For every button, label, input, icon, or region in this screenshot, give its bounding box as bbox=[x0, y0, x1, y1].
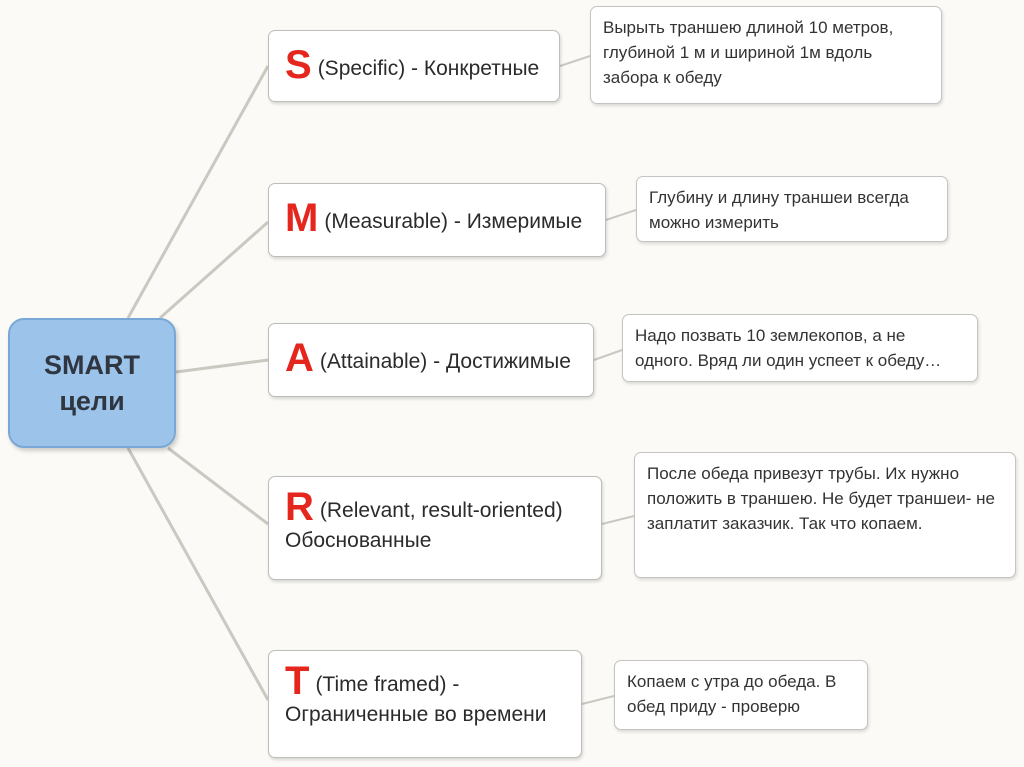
node-specific bbox=[268, 30, 560, 102]
node-measurable-label: (Measurable) - Измеримые bbox=[324, 210, 583, 233]
connector-m-note bbox=[606, 210, 636, 220]
node-relevant-label-ru: Обоснованные bbox=[285, 529, 432, 552]
connector-s-note bbox=[560, 56, 590, 66]
connector-root-r bbox=[168, 448, 268, 524]
letter-t: T bbox=[285, 659, 310, 703]
note-time-framed: Копаем с утра до обеда. В обед приду - проверю bbox=[614, 660, 868, 730]
node-attainable bbox=[268, 323, 594, 397]
node-attainable-label: (Attainable) - Достижимые bbox=[319, 350, 571, 373]
node-time-framed bbox=[268, 650, 582, 758]
node-time-framed-label: (Time framed) - bbox=[315, 673, 460, 696]
node-specific-label: (Specific) - Конкретные bbox=[317, 57, 540, 80]
node-measurable bbox=[268, 183, 606, 257]
letter-m: M bbox=[285, 196, 319, 240]
node-relevant-label: (Relevant, result-oriented) bbox=[319, 499, 563, 522]
note-measurable: Глубину и длину траншеи всегда можно измерить bbox=[636, 176, 948, 242]
connector-t-note bbox=[582, 696, 614, 704]
note-relevant: После обеда привезут трубы. Их нужно положить в траншею. Не будет траншеи- не заплатит заказчик. Так что копаем. bbox=[634, 452, 1016, 578]
connector-root-m bbox=[160, 222, 268, 318]
node-time-framed-label-ru: Ограниченные во времени bbox=[285, 703, 547, 726]
connector-r-note bbox=[602, 516, 634, 524]
connector-root-t bbox=[128, 448, 268, 700]
root-node-smart-goals bbox=[8, 318, 176, 448]
connector-root-s bbox=[128, 66, 268, 318]
root-title-line2: цели bbox=[59, 386, 125, 416]
note-attainable: Надо позвать 10 землекопов, а не одного. Вряд ли один успеет к обеду… bbox=[622, 314, 978, 382]
node-relevant bbox=[268, 476, 602, 580]
letter-s: S bbox=[285, 43, 312, 87]
root-title-line1: SMART bbox=[44, 350, 140, 380]
letter-a: A bbox=[285, 336, 314, 380]
letter-r: R bbox=[285, 485, 314, 529]
connector-root-a bbox=[176, 360, 268, 372]
note-specific: Вырыть траншею длиной 10 метров, глубиной 1 м и шириной 1м вдоль забора к обеду bbox=[590, 6, 942, 104]
connector-a-note bbox=[594, 350, 622, 360]
